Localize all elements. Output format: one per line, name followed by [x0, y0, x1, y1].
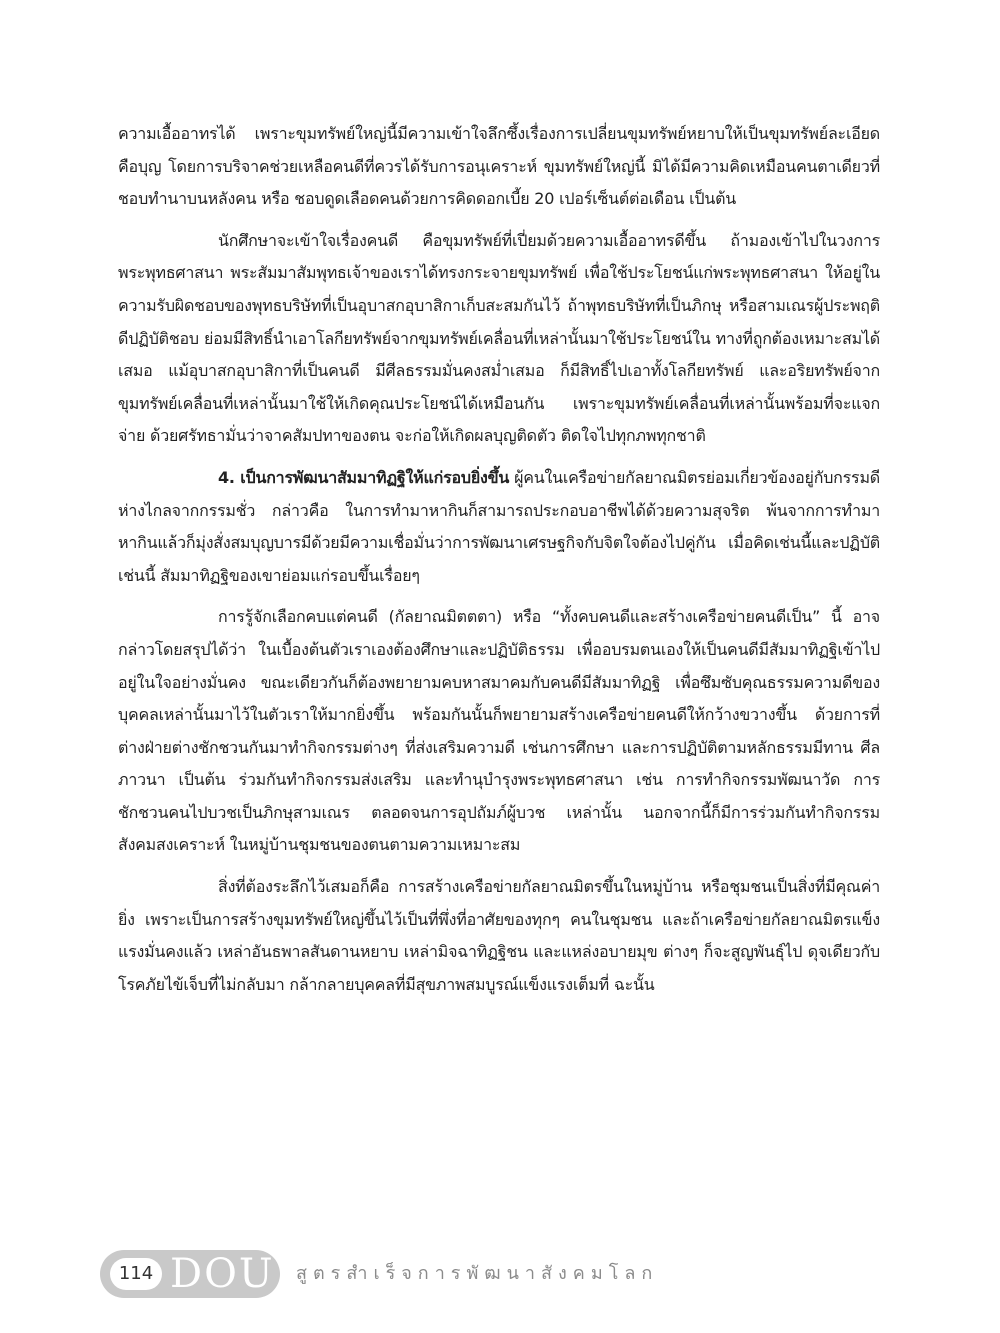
page-footer	[100, 1250, 700, 1298]
paragraph-3	[118, 462, 880, 592]
page-badge	[100, 1250, 280, 1298]
paragraph-3-text: ผู้คนในเครือข่ายกัลยาณมิตรย่อมเกี่ยวข้องอยู่กับกรรมดีห่างไกลจากกรรมชั่ว กล่าวคือ ในการทำมาหากินก็สามารถประกอบอาชีพได้ด้วยความสุจริต พ้นจากการทำมาหากินแล้วก็มุ่งสั่งสมบุญบารมีด้วยมีความเชื่อมั่นว่าการพัฒนาเศรษฐกิจกับจิตใจต้องไปคู่กัน เมื่อคิดเช่นนี้และปฏิบัติเช่นนี้ สัมมาทิฏฐิของเขาย่อมแก่รอบขึ้นเรื่อยๆ	[118, 467, 880, 585]
paragraph-5: สิ่งที่ต้องระลึกไว้เสมอก็คือ การสร้างเครือข่ายกัลยาณมิตรขึ้นในหมู่บ้าน หรือชุมชนเป็นสิ่งที่มีคุณค่ายิ่ง เพราะเป็นการสร้างขุมทรัพย์ใหญ่ขึ้นไว้เป็นที่พึ่งที่อาศัยของทุกๆ คนในชุมชน และถ้าเครือข่ายกัลยาณมิตรแข็งแรงมั่นคงแล้ว เหล่าอันธพาลสันดานหยาบ เหล่ามิจฉาทิฏฐิชน และแหล่งอบายมุข ต่างๆ ก็จะสูญพันธุ์ไป ดุจเดียวกับโรคภัยไข้เจ็บที่ไม่กลับมา กล้ากลายบุคคลที่มีสุขภาพสมบูรณ์แข็งแรงเต็มที่ ฉะนั้น	[118, 877, 880, 994]
paragraph-1: ความเอื้ออาทรได้ เพราะขุมทรัพย์ใหญ่นี้มีความเข้าใจลึกซึ้งเรื่องการเปลี่ยนขุมทรัพย์หยาบให้เป็นขุมทรัพย์ละเอียดคือบุญ โดยการบริจาคช่วยเหลือคนดีที่ควรได้รับการอนุเคราะห์ ขุมทรัพย์ใหญ่นี้ มิได้มีความคิดเหมือนคนตาเดียวที่ชอบทำนาบนหลังคน หรือ ชอบดูดเลือดคนด้วยการคิดดอกเบี้ย 20 เปอร์เซ็นต์ต่อเดือน เป็นต้น	[118, 124, 880, 209]
book-title: สูตรสำเร็จการพัฒนาสังคมโลก	[296, 1263, 659, 1284]
paragraph-2: นักศึกษาจะเข้าใจเรื่องคนดี คือขุมทรัพย์ที่เปี่ยมด้วยความเอื้ออาทรดีขึ้น ถ้ามองเข้าไปในวงการพระพุทธศาสนา พระสัมมาสัมพุทธเจ้าของเราได้ทรงกระจายขุมทรัพย์ เพื่อใช้ประโยชน์แก่พระพุทธศาสนา ให้อยู่ในความรับผิดชอบของพุทธบริษัทที่เป็นอุบาสกอุบาสิกาเก็บสะสมกันไว้ ถ้าพุทธบริษัทที่เป็นภิกษุ หรือสามเณรผู้ประพฤติดีปฏิบัติชอบ ย่อมมีสิทธิ์นำเอาโลกียทรัพย์จากขุมทรัพย์เคลื่อนที่เหล่านั้นมาใช้ประโยชน์ใน ทางที่ถูกต้องเหมาะสมได้เสมอ แม้อุบาสกอุบาสิกาที่เป็นคนดี มีศีลธรรมมั่นคงสม่ำเสมอ ก็มีสิทธิ์ไปเอาทั้งโลกียทรัพย์ และอริยทรัพย์จากขุมทรัพย์เคลื่อนที่เหล่านั้นมาใช้ให้เกิดคุณประโยชน์ได้เหมือนกัน เพราะขุมทรัพย์เคลื่อนที่เหล่านั้นพร้อมที่จะแจกจ่าย ด้วยศรัทธามั่นว่าจาคสัมปทาของตน จะก่อให้เกิดผลบุญติดตัว ติดใจไปทุกภพทุกชาติ	[118, 230, 880, 446]
paragraph-3-heading: 4. เป็นการพัฒนาสัมมาทิฏฐิให้แก่รอบยิ่งขึ้น	[218, 467, 510, 487]
page-body	[118, 118, 880, 1010]
dou-logo: DOU	[170, 1251, 275, 1297]
page-number: 114	[110, 1258, 162, 1290]
paragraph-4: การรู้จักเลือกคบแต่คนดี (กัลยาณมิตตตา) หรือ “ทั้งคบคนดีและสร้างเครือข่ายคนดีเป็น” นี้ อาจกล่าวโดยสรุปได้ว่า ในเบื้องต้นตัวเราเองต้องศึกษาและปฏิบัติธรรม เพื่ออบรมตนเองให้เป็นคนดีมีสัมมาทิฏฐิเข้าไปอยู่ในใจอย่างมั่นคง ขณะเดียวกันก็ต้องพยายามคบหาสมาคมกับคนดีมีสัมมาทิฏฐิ เพื่อซึมซับคุณธรรมความดีของบุคคลเหล่านั้นมาไว้ในตัวเราให้มากยิ่งขึ้น พร้อมกันนั้นก็พยายามสร้างเครือข่ายคนดีให้กว้างขวางขึ้น ด้วยการที่ต่างฝ่ายต่างชักชวนกันมาทำกิจกรรมต่างๆ ที่ส่งเสริมความดี เช่นการศึกษา และการปฏิบัติตามหลักธรรมมีทาน ศีล ภาวนา เป็นต้น ร่วมกันทำกิจกรรมส่งเสริม และทำนุบำรุงพระพุทธศาสนา เช่น การทำกิจกรรมพัฒนาวัด การชักชวนคนไปบวชเป็นภิกษุสามเณร ตลอดจนการอุปถัมภ์ผู้บวช เหล่านั้น นอกจากนี้ก็มีการร่วมกันทำกิจกรรมสังคมสงเคราะห์ ในหมู่บ้านชุมชนของตนตามความเหมาะสม	[118, 607, 880, 855]
